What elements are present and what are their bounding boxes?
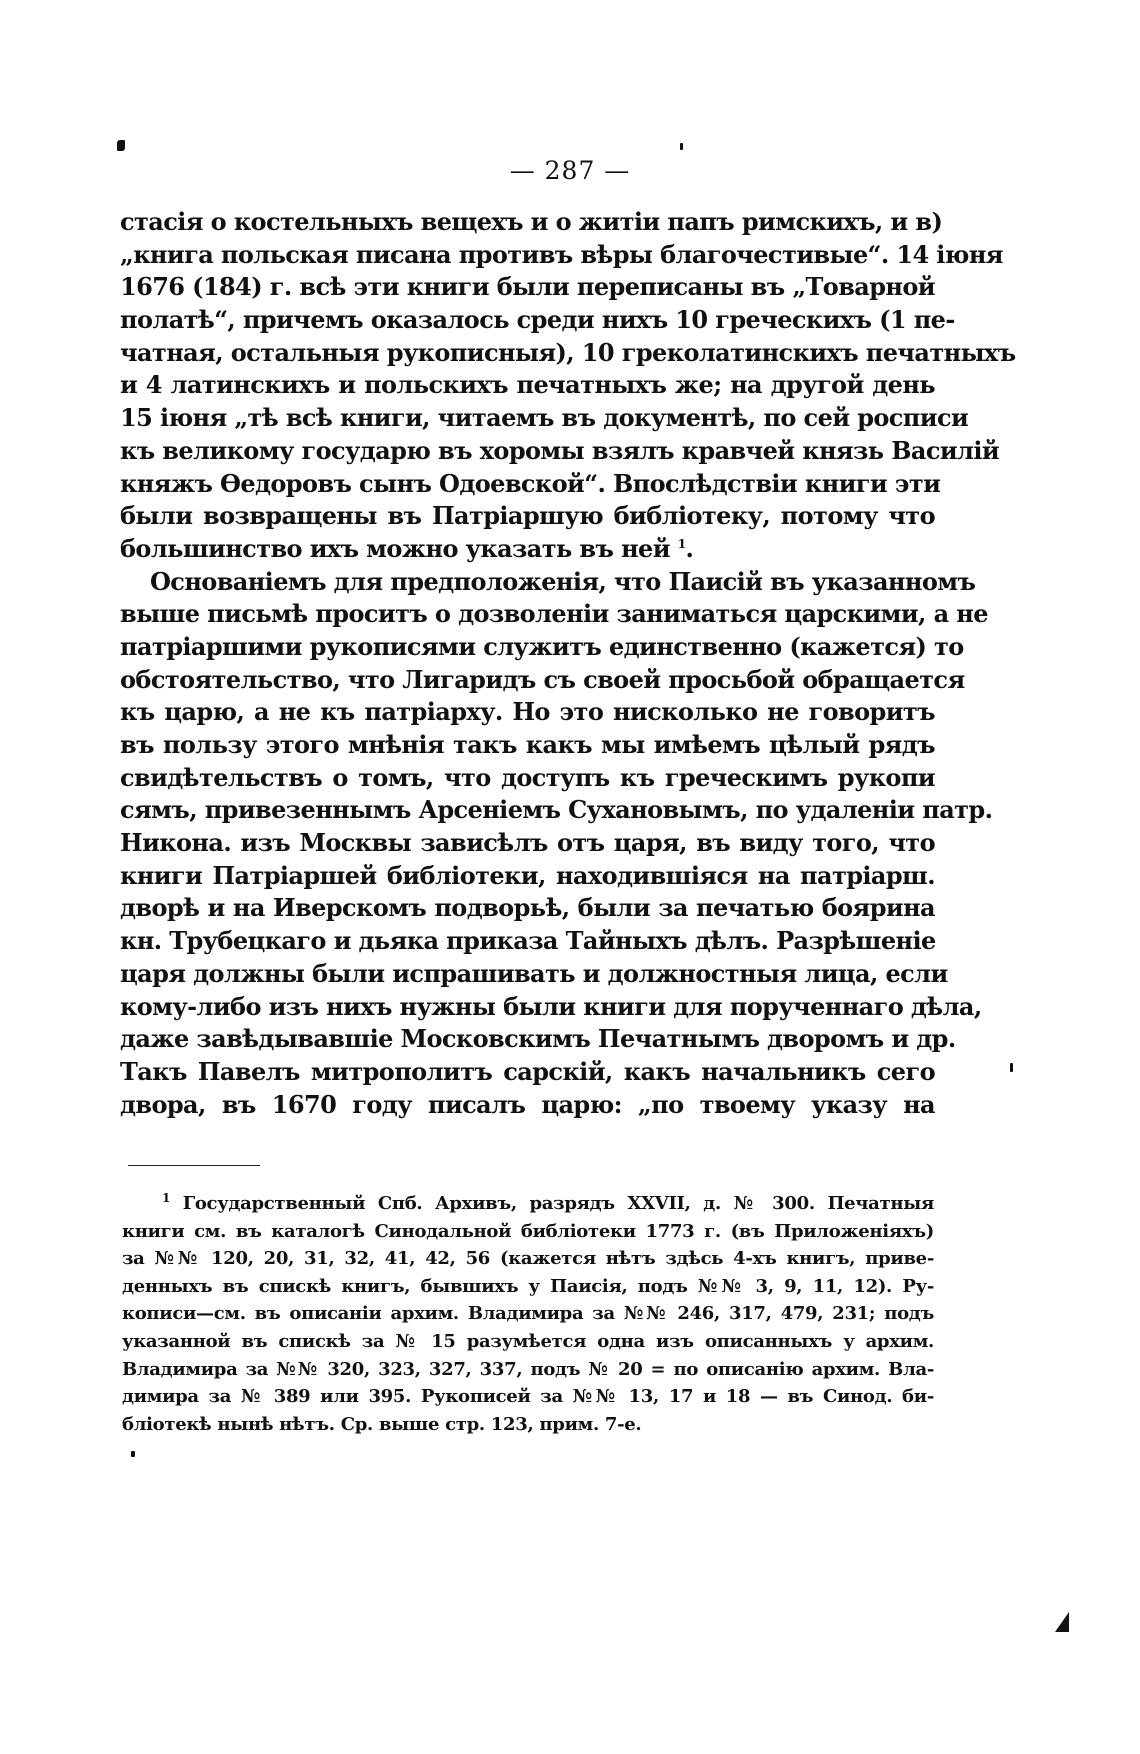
page-corner-mark (1055, 1612, 1069, 1632)
text-line: были возвращены въ Патріаршую библіотеку, потому что (120, 501, 935, 531)
ink-speck (131, 1451, 135, 1457)
footnote-line: димира за № 389 или 395. Рукописей за №№ 13, 17 и 18 — въ Синод. би- (122, 1386, 934, 1408)
text-line: двора, въ 1670 году писалъ царю: „по твоему указу на (120, 1089, 935, 1119)
footnote-line (122, 1190, 934, 1218)
body-text (120, 206, 1016, 1121)
footnote-line: за №№ 120, 20, 31, 32, 41, 42, 56 (кажется нѣтъ здѣсь 4-хъ книгъ, приве- (122, 1248, 934, 1270)
text-line: въ пользу этого мнѣнія такъ какъ мы имѣемъ цѣлый рядъ (120, 730, 935, 759)
text-line: „книга польская писана противъ вѣры благочестивые“. 14 іюня (120, 239, 1003, 269)
text-line: обстоятельство, что Лигаридъ съ своей просьбой обращается (120, 664, 965, 694)
text-line: Такъ Павелъ митрополитъ сарскій, какъ начальникъ сего (120, 1056, 935, 1086)
text-line: къ великому государю въ хоромы взялъ кравчей князь Василій (120, 435, 1000, 465)
footnote-line: бліотекѣ нынѣ нѣтъ. Ср. выше стр. 123, прим. 7-е. (122, 1413, 642, 1435)
footnote-divider (128, 1165, 260, 1166)
footnote-line: книги см. въ каталогѣ Синодальной библіотеки 1773 г. (въ Приложеніяхъ) (122, 1220, 934, 1242)
text-line: сямъ, привезеннымъ Арсеніемъ Сухановымъ, по удаленіи патр. (120, 795, 993, 825)
text-line: княжъ Ѳедоровъ сынъ Одоевской“. Впослѣдствіи книги эти (120, 468, 941, 498)
text-line: Основаніемъ для предположенія, что Паисій въ указанномъ (150, 566, 976, 596)
text-line: полатѣ“, причемъ оказалось среди нихъ 10 греческихъ (1 пе- (120, 305, 955, 335)
text-line: книги Патріаршей библіотеки, находившіяся на патріарш. (120, 860, 935, 890)
text-line: чатная, остальныя рукописныя), 10 греколатинскихъ печатныхъ (120, 337, 1016, 367)
footnote-reference-period: . (685, 533, 694, 563)
text-line: стасія о костельныхъ вещехъ и о житіи папъ римскихъ, и в) (120, 207, 943, 236)
text-line: дворѣ и на Иверскомъ подворьѣ, были за печатью боярина (120, 893, 935, 923)
text-line: и 4 латинскихъ и польскихъ печатныхъ же; на другой день (120, 370, 935, 400)
text-line: царя должны были испрашивать и должностныя лица, если (120, 958, 948, 988)
footnote-line: денныхъ въ спискѣ книгъ, бывшихъ у Паисія, подъ №№ 3, 9, 11, 12). Ру- (122, 1275, 934, 1297)
ink-speck (117, 140, 125, 151)
text-line: выше письмѣ проситъ о дозволеніи заниматься царскими, а не (120, 599, 988, 629)
text-line-content: большинство ихъ можно указать въ ней (120, 533, 670, 563)
text-line: 1676 (184) г. всѣ эти книги были переписаны въ „Товарной (120, 272, 935, 302)
text-line: даже завѣдывавшіе Московскимъ Печатнымъ дворомъ и др. (120, 1024, 956, 1054)
footnote-reference[interactable]: 1 (677, 536, 686, 551)
text-line: патріаршими рукописями служитъ единственно (кажется) то (120, 631, 964, 661)
ink-speck (680, 143, 683, 150)
page-number: — 287 — (509, 156, 631, 185)
footnote-marker: 1 (162, 1191, 171, 1205)
text-line: къ царю, а не къ патріарху. Но это нисколько не говоритъ (120, 697, 935, 727)
footnote-line-content: Государственный Спб. Архивъ, разрядъ XXVII, д. № 300. Печатныя (182, 1193, 934, 1214)
footnote-line: указанной въ спискѣ за № 15 разумѣется одна изъ описанныхъ у архим. (122, 1330, 934, 1352)
footnote-line: Владимира за №№ 320, 323, 327, 337, подъ № 20 = по описанію архим. Вла- (122, 1358, 934, 1380)
ink-speck (1010, 1063, 1013, 1072)
footnote-line: кописи—см. въ описаніи архим. Владимира за №№ 246, 317, 479, 231; подъ (122, 1303, 934, 1325)
text-line: Никона. изъ Москвы зависѣлъ отъ царя, въ виду того, что (120, 828, 935, 858)
text-line: 15 іюня „тѣ всѣ книги, читаемъ въ документѣ, по сей росписи (120, 403, 969, 433)
text-line: свидѣтельствъ о томъ, что доступъ къ греческимъ рукопи (120, 762, 935, 792)
footnote (122, 1190, 934, 1438)
text-line: кн. Трубецкаго и дьяка приказа Тайныхъ дѣлъ. Разрѣшеніе (120, 926, 936, 956)
text-line (120, 533, 935, 566)
text-line: кому-либо изъ нихъ нужны были книги для порученнаго дѣла, (120, 991, 982, 1021)
